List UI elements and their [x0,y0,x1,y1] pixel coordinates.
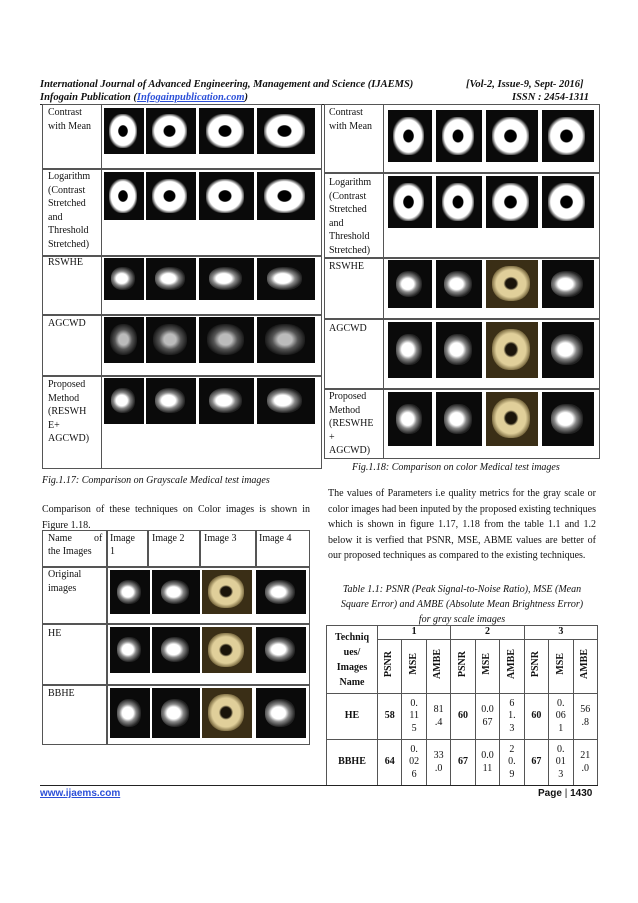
footer-rule [40,785,598,786]
row-label-he: HE [48,628,62,639]
ultrasound-image [199,258,254,300]
metric-label: PSNR [530,651,542,678]
col-header-image-1: Image [110,533,135,544]
ultrasound-image [257,317,315,363]
row-divider [324,172,600,174]
ultrasound-image [486,322,538,378]
row-divider [324,318,600,320]
ultrasound-image [202,627,252,673]
table-cell: 56 .8 [573,694,598,740]
table-row [327,740,598,786]
ultrasound-image [486,176,538,228]
table-row [327,694,598,740]
col-header-image-1-num: 1 [110,546,115,557]
ultrasound-image [199,378,254,424]
metric-label: MSE [407,653,419,676]
row-label-contrast: Contrast with Mean [329,107,373,132]
row-divider [324,257,600,259]
ultrasound-image [256,627,306,673]
ultrasound-image [199,108,254,154]
page-number: 1430 [570,788,593,799]
technique-name: BBHE [327,740,378,786]
ultrasound-image [388,260,432,308]
publisher-link[interactable]: Infogainpublication.com [136,92,245,103]
technique-name: HE [327,694,378,740]
table-cell: 0.0 11 [475,740,499,786]
metric-label: AMBE [579,649,590,680]
ultrasound-image [104,108,144,154]
ultrasound-image [542,110,594,162]
row-label-logarithm: Logarithm (Contrast Stretched and Threshold Stretched) [329,177,372,256]
ultrasound-image [388,176,432,228]
publisher-suffix: ) [244,92,248,103]
table-caption-line-1: Table 1.1: PSNR (Peak Signal-to-Noise Ratio), MSE (Mean [342,584,582,595]
row-divider [42,684,310,686]
row-label-proposed: Proposed Method (RESWH E+ AGCWD) [48,379,90,444]
col-header-name: Name [48,533,72,544]
ultrasound-image [436,260,482,308]
col-divider [199,530,201,566]
ultrasound-image [486,392,538,446]
ultrasound-image [256,688,306,738]
col-header-image-3: Image 3 [204,533,237,544]
table-cell: 0.0 67 [475,694,499,740]
ultrasound-image [257,172,315,220]
ultrasound-image [110,570,150,614]
row-divider [42,314,322,316]
row-label-agcwd: AGCWD [329,323,367,334]
ultrasound-image [542,176,594,228]
ultrasound-image [436,176,482,228]
ultrasound-image [152,570,200,614]
table-cell: 0. 06 1 [549,694,573,740]
ultrasound-image [542,392,594,446]
ultrasound-image [436,322,482,378]
row-label-bbhe: BBHE [48,688,75,699]
ultrasound-image [256,570,306,614]
left-paragraph: Comparison of these techniques on Color images is shown in Figure 1.18. [42,504,310,531]
ultrasound-image [152,688,200,738]
row-label-rswhe: RSWHE [329,261,364,272]
col-header-image-4: Image 4 [259,533,292,544]
ultrasound-image [202,688,252,738]
issn: ISSN : 2454-1311 [512,92,590,103]
table-cell: 2 0. 9 [500,740,524,786]
col-divider [255,530,257,566]
row-divider [42,255,322,257]
table-cell: 64 [378,740,402,786]
row-label-original: Original images [48,569,82,594]
ultrasound-image [199,317,254,363]
group-header: 3 [524,626,597,640]
col-divider [147,530,149,566]
table-cell: 6 1. 3 [500,694,524,740]
metric-header [549,640,573,694]
ultrasound-image [152,627,200,673]
metric-label: AMBE [432,649,444,680]
ultrasound-image [146,108,196,154]
row-label-logarithm: Logarithm (Contrast Stretched and Threshold Stretched) [48,171,91,250]
ultrasound-image [388,322,432,378]
metric-label: AMBE [505,649,517,680]
table-cell: 0. 01 3 [549,740,573,786]
journal-title: International Journal of Advanced Engineering, Management and Science (IJAEMS) [40,79,414,90]
group-header: 2 [451,626,524,640]
ultrasound-image [146,317,196,363]
table-caption-line-2: Square Error) and AMBE (Absolute Mean Brightness Error) [340,599,584,610]
ultrasound-image [202,570,252,614]
figure-caption-1-17: Fig.1.17: Comparison on Grayscale Medical test images [42,475,270,486]
ultrasound-image [257,378,315,424]
volume-info: [Vol-2, Issue-9, Sept- 2016] [466,79,584,90]
col-header-image-2: Image 2 [152,533,185,544]
row-label-agcwd: AGCWD [48,318,86,329]
ultrasound-image [486,260,538,308]
ultrasound-image [146,172,196,220]
ultrasound-image [257,258,315,300]
metric-header [402,640,426,694]
ultrasound-image [110,688,150,738]
metric-header [500,640,524,694]
metric-label: PSNR [383,651,395,678]
table-cell: 67 [451,740,475,786]
table-1-1-caption [328,582,596,627]
col-header-name-images: the Images [48,546,92,557]
table-cell: 0. 11 5 [402,694,426,740]
ultrasound-image [436,392,482,446]
ultrasound-image [104,258,144,300]
metric-label: MSE [554,653,566,676]
footer-url[interactable]: www.ijaems.com [40,788,121,799]
metric-header [451,640,475,694]
ultrasound-image [542,322,594,378]
table-cell: 60 [451,694,475,740]
row-label-proposed: Proposed Method (RESWHE + AGCWD) [329,391,374,456]
table-cell: 33 .0 [426,740,450,786]
metric-label: PSNR [456,651,468,678]
group-header: 1 [378,626,451,640]
row-divider [42,375,322,377]
table-cell: 21 .0 [573,740,598,786]
metric-header [573,640,598,694]
metric-label: MSE [481,653,493,676]
row-label-contrast: Contrast with Mean [48,107,92,132]
row-divider [42,566,310,568]
publisher-line [40,91,248,104]
metric-header [475,640,499,694]
ultrasound-image [104,317,144,363]
table-cell: 0. 02 6 [402,740,426,786]
table-cell: 60 [524,694,548,740]
ultrasound-image [388,392,432,446]
col-header-name-of: of [94,533,103,544]
table-cell: 67 [524,740,548,786]
ultrasound-image [257,108,315,154]
table-caption-line-3: for gray scale images [418,614,506,625]
table-1-1 [326,625,598,786]
right-paragraph: The values of Parameters i.e quality metrics for the gray scale or color images had been inputed by the proposed existing techniques which is shown in figure 1.17, 1.18 from the table 1.1 and 1.2 below it is verfied that PSNR, MSE, ABME values are better of our proposed techniques as compared to the existing techniques. [328,488,596,561]
metric-header [378,640,402,694]
ultrasound-image [104,378,144,424]
table-cell: 58 [378,694,402,740]
metric-header [426,640,450,694]
ultrasound-image [146,378,196,424]
ultrasound-image [436,110,482,162]
figure-caption-1-18: Fig.1.18: Comparison on color Medical test images [352,462,560,473]
ultrasound-image [388,110,432,162]
ultrasound-image [146,258,196,300]
metric-header [524,640,548,694]
page-label: Page [538,788,562,799]
table-corner-header: Techniq ues/ Images Name [327,626,378,694]
ultrasound-image [486,110,538,162]
col-divider [106,530,108,745]
table-cell: 81 .4 [426,694,450,740]
row-label-rswhe: RSWHE [48,257,83,268]
publisher-prefix: Infogain Publication ( [40,92,137,103]
ultrasound-image [199,172,254,220]
ultrasound-image [542,260,594,308]
ultrasound-image [110,627,150,673]
footer-page: Page | 1430 [538,788,593,799]
row-divider [42,623,310,625]
ultrasound-image [104,172,144,220]
